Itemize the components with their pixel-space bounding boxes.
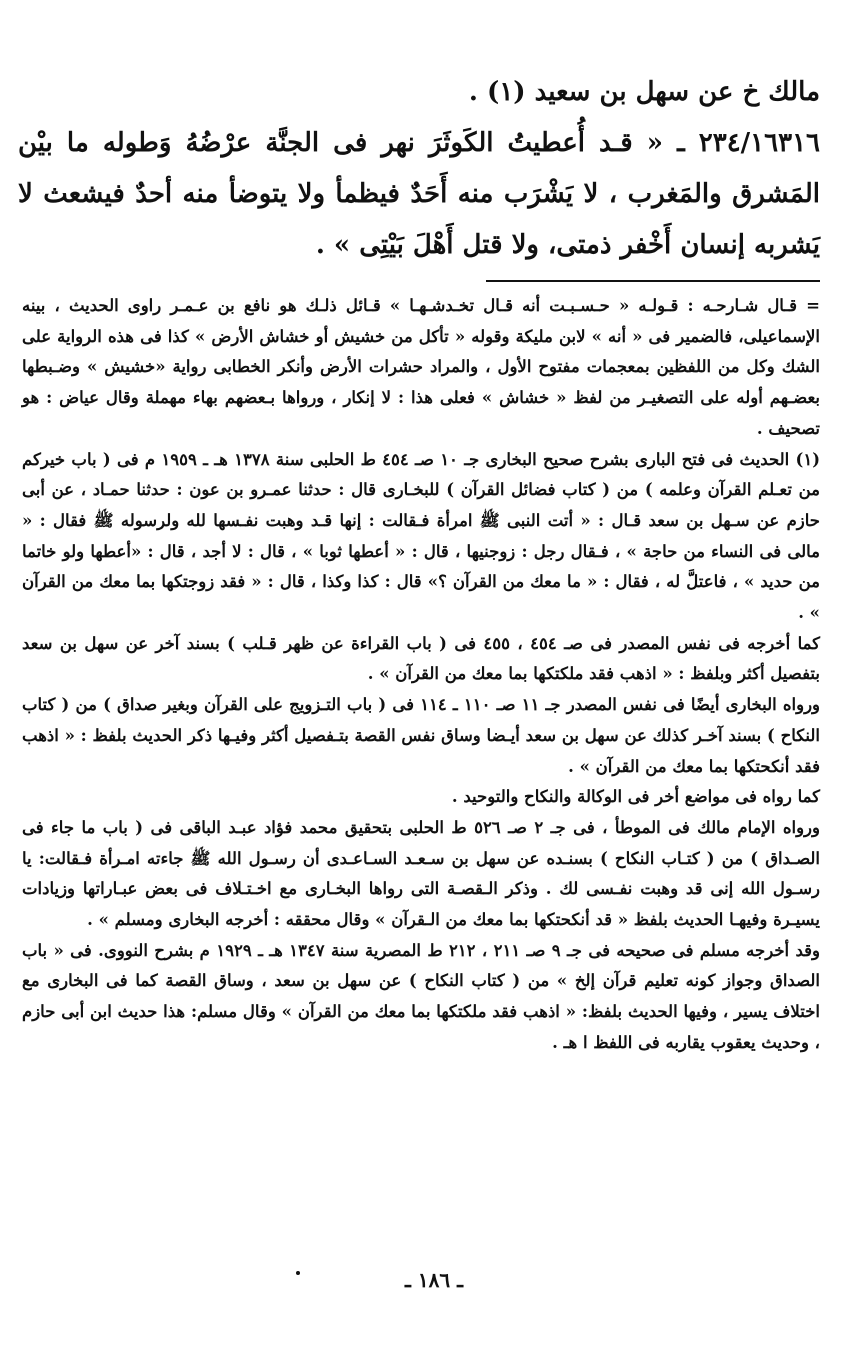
footnotes — [22, 291, 820, 1059]
footnote-separator — [486, 280, 820, 282]
footnote-paragraph: كما أخرجه فى نفس المصدر فى صـ ٤٥٤ ، ٤٥٥ فى ( باب القراءة عن ظهر قـلب ) بسند آخر عن سهل بن سعد بتفصيل أكثر وبلفظ : « اذهب فقد ملكتكها بما معك من القرآن » . — [22, 633, 820, 684]
page-number: ـ ١٨٦ ـ — [405, 1268, 463, 1292]
footnote-paragraph: كما رواه فى مواضع أخر فى الوكالة والنكاح والتوحيد . — [451, 787, 820, 807]
commentary-continuation: = قـال شـارحـه : قـولـه « حـسـبـت أنه قـال تخـدشـهـا » قـائل ذلـك هو نافع بن عـمـر راوى الحديث ، بينه الإسماعيلى، فالضمير فى « أنه » لابن مليكة وقوله « تأكل من خشيش أو خشاش الأرض » كذا فى هذه الرواية على الشك وكل من اللفظين بمعجمات مفتوح الأول ، والمراد حشرات الأرض وأنكر الخطابى رواية «خشيش » وضـبطها بعضـهم أوله على التصغيـر من لفظ « خشاش » فعلى هذا : لا إنكار ، ورواها بـعضهم بهاء مهملة وقال عياض : هو تصحيف . — [22, 296, 820, 438]
footnote-paragraph: ورواه البخارى أيضًا فى نفس المصدر جـ ١١ صـ ١١٠ ـ ١١٤ فى ( باب التـزويج على القرآن وبغير صداق ) من ( كتاب النكاح ) بسند آخـر كذلك عن سهل بن سعد أيـضا وساق نفس القصة بتـفصيل أكثر وفيـها ذكر الحديث بلفظ : « اذهب فقد أنكحتكها بما معك من القرآن » . — [22, 695, 821, 776]
footnote-1: (١) الحديث فى فتح البارى بشرح صحيح البخارى جـ ١٠ صـ ٤٥٤ ط الحلبى سنة ١٣٧٨ هـ ـ ١٩٥٩ م فى ( باب خيركم من تعـلم القرآن وعلمه ) من ( كتاب فضائل القرآن ) للبخـارى قال : حدثنا عمـرو بن عون : حدثنا حمـاد ، عن أبى حازم عن سـهل بن سعد قـال : « أتت النبى ﷺ امرأة فـقالت : إنها قـد وهبت نفـسها لله ولرسوله ﷺ فقال : « مالى فى النساء من حاجة » ، فـقال رجل : زوجنيها ، قال : « أعطها ثوبا » ، قال : لا أجد ، قال : «أعطها ولو خاتما من حديد » ، فاعتلَّ له ، فقال : « ما معك من القرآن ؟» قال : كذا وكذا ، قال : « فقد زوجتكها بما معك من القرآن » . — [22, 449, 820, 623]
footnote-paragraph: وقد أخرجه مسلم فى صحيحه فى جـ ٩ صـ ٢١١ ، ٢١٢ ط المصرية سنة ١٣٤٧ هـ ـ ١٩٢٩ م بشرح النووى. فى « باب الصداق وجواز كونه تعليم قرآن إلخ » من ( كتاب النكاح ) عن سهل بن سعد ، وساق القصة كما فى البخارى مع اختلاف يسير ، وفيها الحديث بلفظ: « اذهب فقد ملكتكها بما معك من القرآن » وقال مسلم: هذا حديث ابن أبى حازم ، وحديث يعقوب يقاربه فى اللفظ ا هـ . — [22, 940, 820, 1052]
hadith-text: ٢٣٤/١٦٣١٦ ـ « قـد أُعطيتُ الكَوثَرَ نهر فى الجنَّة عرْضُهُ وَطوله ما بيْن المَشرق والمَغرب ، لا يَشْرَب منه أَحَدٌ فيظمأ ولا يتوضأ منه أحدٌ فيشعث لا يَشربه إنسان أَخْفر ذمتى، ولا قتل أَهْلَ بَيْتِى » . — [18, 128, 821, 260]
footnote-paragraph: ورواه الإمام مالك فى الموطأ ، فى جـ ٢ صـ ٥٢٦ ط الحلبى بتحقيق محمد فؤاد عبـد الباقى فى ( باب ما جاء فى الصـداق ) من ( كتـاب النكاح ) بسنـده عن سهل بن سـعـد السـاعـدى أن رسـول الله ﷺ جاءته امـرأة فـقالت: يا رسـول الله إنى قد وهبت نفـسى لك . وذكر الـقصـة التى رواها البخـارى مع اخـتـلاف فى بعض عبـاراتها وزيادات يسيـرة وفيهـا الحديث بلفظ « قد أنكحتكها بما معك من الـقرآن » وقال محققه : أخرجه البخارى ومسلم » . — [22, 817, 820, 930]
source-line: مالك خ عن سهل بن سعيد (١) . — [468, 77, 820, 107]
